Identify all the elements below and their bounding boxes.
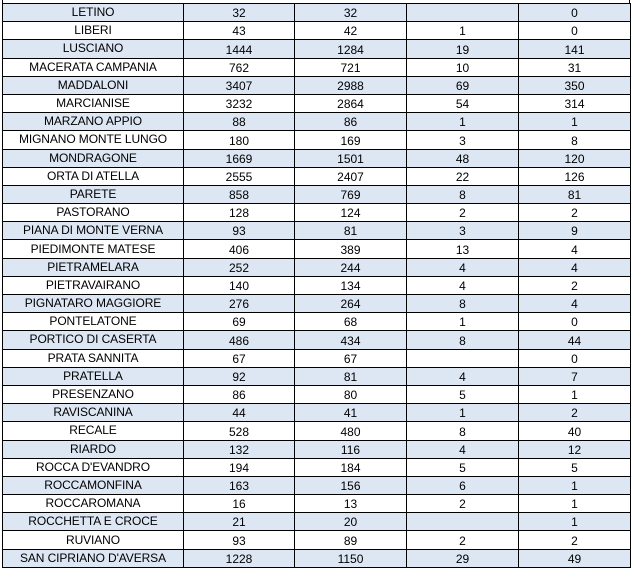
- value-cell-2: 42: [295, 22, 407, 40]
- value-cell-4: 1: [519, 513, 631, 531]
- value-cell-4: 0: [519, 4, 631, 22]
- value-cell-4: 44: [519, 331, 631, 349]
- value-cell-1: 16: [184, 495, 295, 513]
- value-cell-1: 762: [184, 58, 295, 76]
- table-row: [3, 40, 631, 58]
- municipality-name-cell: PASTORANO: [3, 204, 184, 222]
- value-cell-2: 2407: [295, 167, 407, 185]
- table-row: [3, 295, 631, 313]
- value-cell-1: 1444: [184, 40, 295, 58]
- value-cell-4: 350: [519, 76, 631, 94]
- value-cell-3: 1: [407, 404, 519, 422]
- municipality-name-cell: PIETRAVAIRANO: [3, 276, 184, 294]
- value-cell-3: 10: [407, 58, 519, 76]
- value-cell-3: 4: [407, 258, 519, 276]
- value-cell-1: 21: [184, 513, 295, 531]
- value-cell-1: 140: [184, 276, 295, 294]
- table-row: [3, 495, 631, 513]
- municipality-name-cell: MARZANO APPIO: [3, 113, 184, 131]
- value-cell-3: 4: [407, 440, 519, 458]
- value-cell-4: 126: [519, 167, 631, 185]
- municipality-name-cell: LIBERI: [3, 22, 184, 40]
- municipality-name-cell: RIARDO: [3, 440, 184, 458]
- value-cell-4: 1: [519, 495, 631, 513]
- value-cell-3: 8: [407, 295, 519, 313]
- value-cell-1: 858: [184, 185, 295, 203]
- municipality-name-cell: SAN CIPRIANO D'AVERSA: [3, 549, 184, 567]
- municipality-name-cell: PONTELATONE: [3, 313, 184, 331]
- municipality-name-cell: MACERATA CAMPANIA: [3, 58, 184, 76]
- municipality-name-cell: MARCIANISE: [3, 94, 184, 112]
- value-cell-2: 41: [295, 404, 407, 422]
- value-cell-2: 264: [295, 295, 407, 313]
- table-row: [3, 22, 631, 40]
- value-cell-1: 163: [184, 476, 295, 494]
- value-cell-3: 5: [407, 458, 519, 476]
- value-cell-4: 1: [519, 113, 631, 131]
- table-row: [3, 185, 631, 203]
- value-cell-1: 43: [184, 22, 295, 40]
- value-cell-2: 1150: [295, 549, 407, 567]
- table-row: [3, 458, 631, 476]
- table-row: [3, 167, 631, 185]
- value-cell-3: 2: [407, 531, 519, 549]
- value-cell-3: 1: [407, 22, 519, 40]
- table-row: [3, 404, 631, 422]
- value-cell-2: 81: [295, 222, 407, 240]
- value-cell-2: 20: [295, 513, 407, 531]
- municipality-name-cell: ROCCAROMANA: [3, 495, 184, 513]
- municipality-name-cell: PIGNATARO MAGGIORE: [3, 295, 184, 313]
- value-cell-2: 13: [295, 495, 407, 513]
- value-cell-3: 2: [407, 495, 519, 513]
- value-cell-4: 49: [519, 549, 631, 567]
- table-row: [3, 76, 631, 94]
- municipality-name-cell: PRATELLA: [3, 367, 184, 385]
- table-row: [3, 331, 631, 349]
- municipality-name-cell: PIANA DI MONTE VERNA: [3, 222, 184, 240]
- value-cell-3: 48: [407, 149, 519, 167]
- municipality-name-cell: MADDALONI: [3, 76, 184, 94]
- value-cell-4: 9: [519, 222, 631, 240]
- table-row: [3, 149, 631, 167]
- value-cell-2: 2864: [295, 94, 407, 112]
- value-cell-4: 314: [519, 94, 631, 112]
- table-row: [3, 531, 631, 549]
- value-cell-3: 3: [407, 222, 519, 240]
- value-cell-1: 406: [184, 240, 295, 258]
- table-row: [3, 385, 631, 403]
- value-cell-1: 1669: [184, 149, 295, 167]
- value-cell-4: 4: [519, 295, 631, 313]
- value-cell-2: 68: [295, 313, 407, 331]
- value-cell-1: 93: [184, 222, 295, 240]
- value-cell-4: 31: [519, 58, 631, 76]
- value-cell-1: 194: [184, 458, 295, 476]
- value-cell-2: 244: [295, 258, 407, 276]
- value-cell-4: 0: [519, 22, 631, 40]
- value-cell-2: 86: [295, 113, 407, 131]
- value-cell-2: 1284: [295, 40, 407, 58]
- municipality-name-cell: ROCCAMONFINA: [3, 476, 184, 494]
- value-cell-4: 1: [519, 476, 631, 494]
- table-row: [3, 476, 631, 494]
- value-cell-1: 276: [184, 295, 295, 313]
- value-cell-3: 3: [407, 131, 519, 149]
- value-cell-2: 116: [295, 440, 407, 458]
- value-cell-2: 124: [295, 204, 407, 222]
- table-row: [3, 313, 631, 331]
- value-cell-4: 0: [519, 349, 631, 367]
- value-cell-3: 69: [407, 76, 519, 94]
- municipality-name-cell: PARETE: [3, 185, 184, 203]
- value-cell-3: 4: [407, 367, 519, 385]
- value-cell-1: 252: [184, 258, 295, 276]
- value-cell-4: 0: [519, 313, 631, 331]
- value-cell-3: 1: [407, 313, 519, 331]
- value-cell-3: 13: [407, 240, 519, 258]
- municipality-name-cell: ROCCHETTA E CROCE: [3, 513, 184, 531]
- value-cell-1: 132: [184, 440, 295, 458]
- table-row: [3, 4, 631, 22]
- value-cell-2: 2988: [295, 76, 407, 94]
- value-cell-4: 4: [519, 258, 631, 276]
- table-row: [3, 513, 631, 531]
- value-cell-4: 81: [519, 185, 631, 203]
- value-cell-3: [407, 513, 519, 531]
- value-cell-2: 67: [295, 349, 407, 367]
- municipality-data-table: [2, 3, 631, 568]
- municipality-name-cell: PIEDIMONTE MATESE: [3, 240, 184, 258]
- value-cell-4: 2: [519, 204, 631, 222]
- value-cell-2: 89: [295, 531, 407, 549]
- value-cell-3: 19: [407, 40, 519, 58]
- value-cell-3: 2: [407, 204, 519, 222]
- municipality-name-cell: RAVISCANINA: [3, 404, 184, 422]
- value-cell-4: 4: [519, 240, 631, 258]
- municipality-name-cell: LETINO: [3, 4, 184, 22]
- value-cell-2: 389: [295, 240, 407, 258]
- value-cell-4: 141: [519, 40, 631, 58]
- value-cell-2: 169: [295, 131, 407, 149]
- municipality-name-cell: ORTA DI ATELLA: [3, 167, 184, 185]
- value-cell-2: 184: [295, 458, 407, 476]
- table-row: [3, 440, 631, 458]
- value-cell-1: 486: [184, 331, 295, 349]
- value-cell-4: 7: [519, 367, 631, 385]
- table-row: [3, 204, 631, 222]
- municipality-name-cell: PORTICO DI CASERTA: [3, 331, 184, 349]
- value-cell-3: [407, 4, 519, 22]
- municipality-name-cell: LUSCIANO: [3, 40, 184, 58]
- value-cell-3: 8: [407, 331, 519, 349]
- value-cell-1: 67: [184, 349, 295, 367]
- value-cell-1: 92: [184, 367, 295, 385]
- municipality-name-cell: ROCCA D'EVANDRO: [3, 458, 184, 476]
- municipality-name-cell: MIGNANO MONTE LUNGO: [3, 131, 184, 149]
- municipality-name-cell: PRESENZANO: [3, 385, 184, 403]
- value-cell-4: 5: [519, 458, 631, 476]
- municipality-name-cell: MONDRAGONE: [3, 149, 184, 167]
- value-cell-4: 2: [519, 404, 631, 422]
- value-cell-2: 156: [295, 476, 407, 494]
- value-cell-4: 40: [519, 422, 631, 440]
- value-cell-3: 5: [407, 385, 519, 403]
- value-cell-3: 8: [407, 185, 519, 203]
- value-cell-3: 4: [407, 276, 519, 294]
- value-cell-1: 69: [184, 313, 295, 331]
- value-cell-2: 80: [295, 385, 407, 403]
- value-cell-4: 8: [519, 131, 631, 149]
- value-cell-2: 81: [295, 367, 407, 385]
- municipality-name-cell: PIETRAMELARA: [3, 258, 184, 276]
- value-cell-3: 29: [407, 549, 519, 567]
- table-row: [3, 58, 631, 76]
- table-row: [3, 94, 631, 112]
- table-row: [3, 276, 631, 294]
- value-cell-2: 434: [295, 331, 407, 349]
- table-row: [3, 131, 631, 149]
- table-body: [3, 4, 631, 568]
- value-cell-4: 2: [519, 531, 631, 549]
- value-cell-1: 128: [184, 204, 295, 222]
- value-cell-3: 6: [407, 476, 519, 494]
- value-cell-1: 44: [184, 404, 295, 422]
- value-cell-1: 180: [184, 131, 295, 149]
- value-cell-1: 32: [184, 4, 295, 22]
- table-row: [3, 113, 631, 131]
- value-cell-3: 8: [407, 422, 519, 440]
- value-cell-1: 93: [184, 531, 295, 549]
- value-cell-4: 1: [519, 385, 631, 403]
- value-cell-3: 54: [407, 94, 519, 112]
- value-cell-1: 88: [184, 113, 295, 131]
- value-cell-1: 3232: [184, 94, 295, 112]
- value-cell-1: 3407: [184, 76, 295, 94]
- value-cell-2: 721: [295, 58, 407, 76]
- table-row: [3, 222, 631, 240]
- value-cell-2: 769: [295, 185, 407, 203]
- table-row: [3, 258, 631, 276]
- table-row: [3, 240, 631, 258]
- value-cell-3: 22: [407, 167, 519, 185]
- municipality-name-cell: PRATA SANNITA: [3, 349, 184, 367]
- table-row: [3, 549, 631, 567]
- table-row: [3, 367, 631, 385]
- value-cell-4: 120: [519, 149, 631, 167]
- value-cell-3: [407, 349, 519, 367]
- value-cell-2: 1501: [295, 149, 407, 167]
- value-cell-1: 528: [184, 422, 295, 440]
- value-cell-2: 32: [295, 4, 407, 22]
- value-cell-1: 86: [184, 385, 295, 403]
- value-cell-4: 2: [519, 276, 631, 294]
- table-row: [3, 422, 631, 440]
- municipality-name-cell: RECALE: [3, 422, 184, 440]
- value-cell-2: 134: [295, 276, 407, 294]
- value-cell-4: 12: [519, 440, 631, 458]
- value-cell-3: 1: [407, 113, 519, 131]
- municipality-name-cell: RUVIANO: [3, 531, 184, 549]
- value-cell-1: 2555: [184, 167, 295, 185]
- value-cell-2: 480: [295, 422, 407, 440]
- table-row: [3, 349, 631, 367]
- value-cell-1: 1228: [184, 549, 295, 567]
